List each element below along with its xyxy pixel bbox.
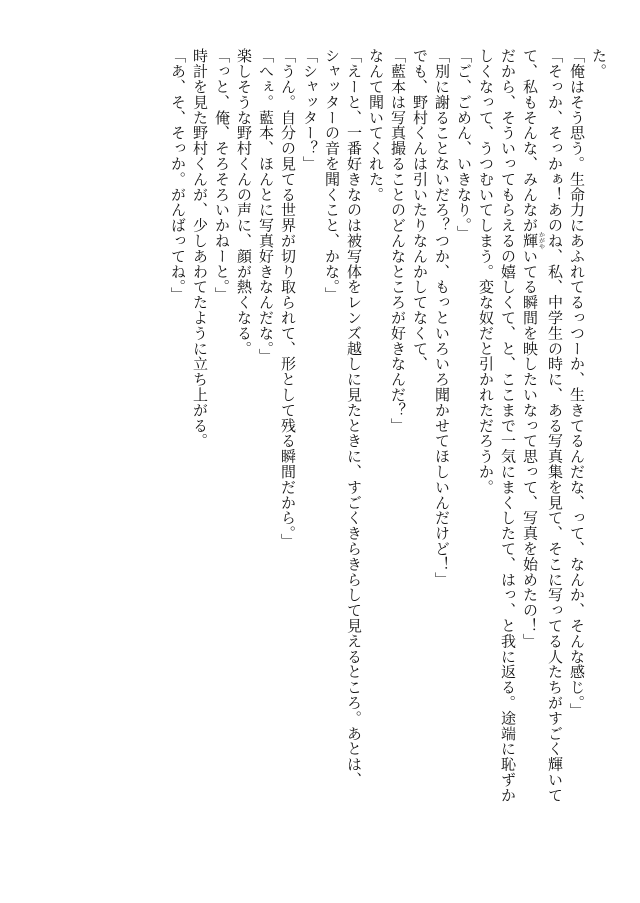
text-line: 「俺はそう思う。生命力にあふれてるっつーか、生きてるんだな、って、なんか、そんな感じ。」: [568, 48, 586, 719]
text-line: 楽しそうな野村くんの声に、顔が熱くなる。: [235, 48, 253, 356]
text-line: 「うん。自分の見てる世界が切り取られて、形として残る瞬間だから。」: [279, 48, 297, 549]
text-line: 「へぇ。藍本、ほんとに写真好きなんだな。」: [257, 48, 275, 364]
text-line: シャッターの音を聞くこと、かな。」: [323, 48, 341, 303]
text-line: て、私もそんな、みんなが輝かがやいてる瞬間を映したいなって思って、写真を始めたの！」: [521, 48, 545, 649]
text-line: 「別に謝ることないだろ？つか、もっといろいろ聞かせてほしいんだけど！」: [433, 48, 451, 587]
text-line: 時計を見た野村くんが、少しあわてたように立ち上がる。: [191, 48, 209, 449]
ruby-annotation: 輝かがや: [521, 231, 545, 250]
text-line: なんて聞いてくれた。: [367, 48, 385, 202]
text-line: た。: [590, 48, 608, 79]
text-line: 「あ、そ、そっか。がんばってね。」: [169, 48, 187, 303]
vertical-text-body: [10, 48, 610, 868]
text-line: でも、野村くんは引いたりなんかしてなくて、: [411, 48, 429, 372]
text-line: 「えーと、一番好きなのは被写体をレンズ越しに見たときに、すごくきらきらして見えるところ。あとは、: [345, 48, 363, 788]
text-line: だから、そういってもらえるの嬉しくて、と、ここまで一気にまくしたて、はっ、と我に返る。途端に恥ずか: [499, 48, 517, 803]
text-line: 「そっか、そっかぁ！あのね、私、中学生の時に、ある写真集を見て、そこに写ってる人たちがすごく輝いて: [546, 48, 564, 803]
text-line: 「ご、ごめん、いきなり。」: [455, 48, 473, 241]
text-line: しくなって、うつむいてしまう。変な奴だと引かれただろうか。: [477, 48, 495, 495]
text-line: 「藍本は写真撮ることのどんなところが好きなんだ？」: [389, 48, 407, 433]
ruby-reading: かがや: [537, 231, 545, 250]
text-line: 「シャッター？」: [301, 48, 319, 172]
text-line: 「っと、俺、そろそろいかねーと。」: [213, 48, 231, 303]
